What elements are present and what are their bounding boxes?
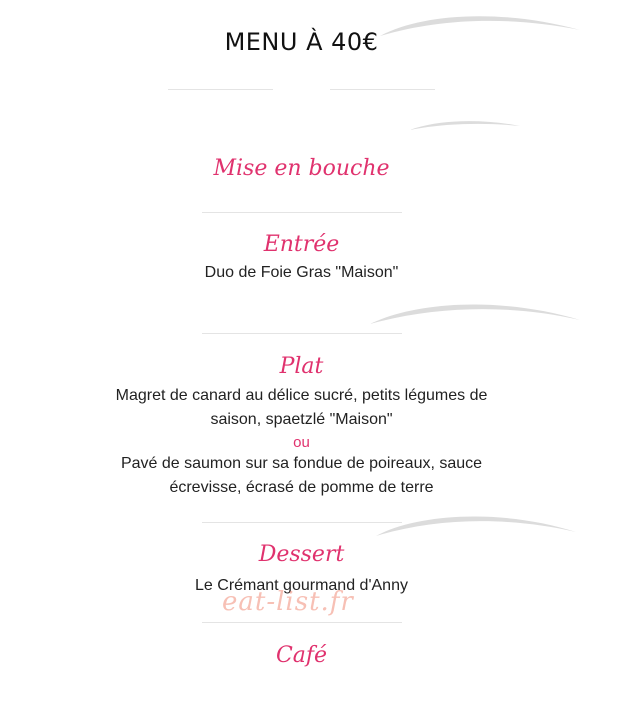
decorative-swoosh [370, 296, 580, 326]
plat-option-1-line-2: saison, spaetzlé "Maison" [210, 411, 393, 428]
divider [202, 622, 402, 623]
menu-title: MENU À 40€ [224, 28, 379, 56]
course-heading-plat: Plat [279, 354, 324, 379]
plat-or-separator: ou [293, 434, 310, 451]
divider [202, 212, 402, 213]
course-heading-entree: Entrée [263, 232, 340, 257]
watermark-logo: eat-list.fr [222, 587, 354, 617]
decorative-swoosh [376, 508, 576, 538]
divider [202, 522, 402, 523]
dessert-item: Le Crémant gourmand d'Anny [195, 577, 408, 594]
divider [202, 333, 402, 334]
plat-option-1-line-1: Magret de canard au délice sucré, petits légumes de [115, 387, 488, 404]
divider [168, 89, 273, 90]
entree-item: Duo de Foie Gras "Maison" [204, 264, 399, 281]
course-heading-mise-en-bouche: Mise en bouche [213, 156, 390, 181]
decorative-swoosh [410, 118, 520, 132]
course-heading-dessert: Dessert [258, 542, 345, 567]
plat-option-2-line-1: Pavé de saumon sur sa fondue de poireaux, sauce [120, 455, 483, 472]
divider [330, 89, 435, 90]
course-heading-cafe: Café [275, 643, 328, 668]
plat-option-2-line-2: écrevisse, écrasé de pomme de terre [169, 479, 434, 496]
